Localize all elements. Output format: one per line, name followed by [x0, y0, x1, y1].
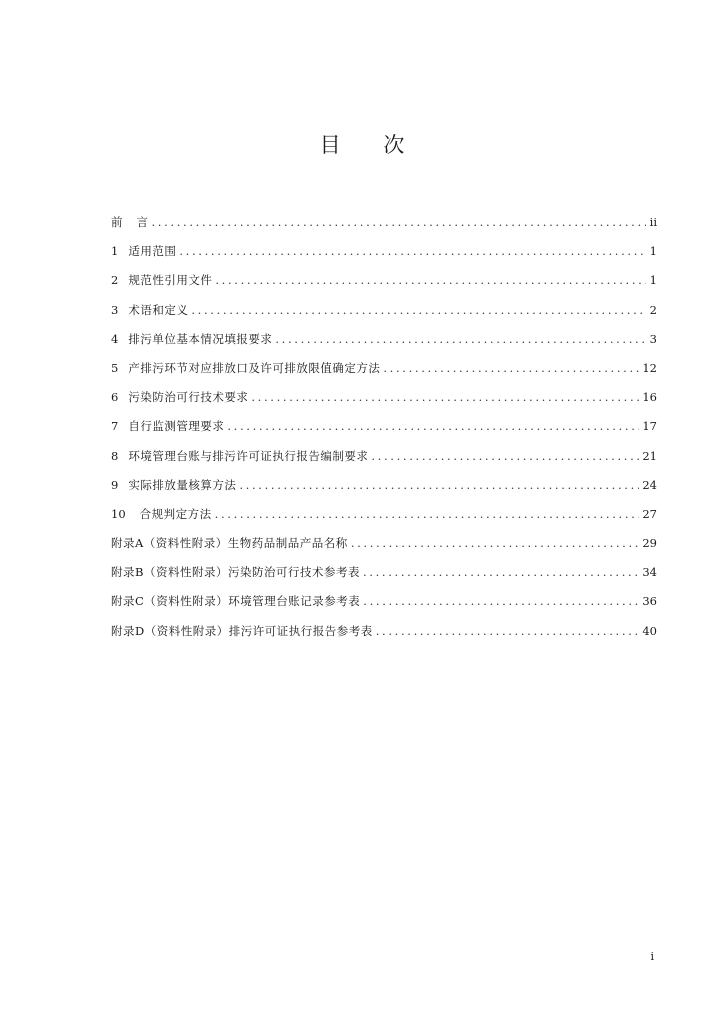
- toc-entry-title: 实际排放量核算方法: [128, 477, 237, 492]
- toc-entry-page: 40: [642, 623, 657, 638]
- toc-entry-page: 16: [642, 390, 657, 405]
- toc-entry-5[interactable]: [111, 354, 657, 383]
- toc-entry-page: 3: [649, 331, 657, 346]
- toc-leader-dots: [215, 266, 646, 295]
- toc-entry-number: 10: [111, 506, 126, 521]
- toc-leader-dots: [227, 412, 639, 441]
- toc-entry-page: 36: [642, 594, 657, 609]
- toc-entry-title: 规范性引用文件: [128, 273, 213, 288]
- toc-leader-dots: [215, 500, 640, 529]
- toc-entry-appendix-b[interactable]: [111, 558, 657, 587]
- page-number: i: [650, 950, 654, 963]
- toc-entry-preface[interactable]: [111, 208, 657, 237]
- toc-entry-number: 2: [111, 273, 119, 288]
- toc-entry-6[interactable]: [111, 383, 657, 412]
- toc-entry-title: 合规判定方法: [139, 506, 212, 521]
- toc-entry-title: 环境管理台账与排污许可证执行报告编制要求: [128, 448, 369, 463]
- toc-entry-title: 污染防治可行技术要求: [128, 390, 249, 405]
- toc-leader-dots: [351, 529, 640, 558]
- toc-entry-page: 1: [649, 244, 657, 259]
- toc-entry-page: 12: [642, 360, 657, 375]
- toc-leader-dots: [191, 296, 646, 325]
- toc-entry-title: 附录D（资料性附录）排污许可证执行报告参考表: [111, 623, 373, 638]
- toc-entry-9[interactable]: [111, 471, 657, 500]
- toc-entry-number: 前: [111, 215, 123, 229]
- toc-entry-7[interactable]: [111, 412, 657, 441]
- toc-entry-page: 27: [642, 506, 657, 521]
- toc-entry-page: 21: [642, 448, 657, 463]
- toc-entry-title: 自行监测管理要求: [128, 419, 225, 434]
- table-of-contents: [111, 208, 657, 646]
- toc-entry-number: 1: [111, 244, 119, 259]
- toc-entry-title: 术语和定义: [128, 302, 189, 317]
- toc-entry-number: 8: [111, 448, 119, 463]
- toc-entry-title: 适用范围: [128, 244, 177, 259]
- toc-leader-dots: [251, 383, 639, 412]
- toc-entry-title: 产排污环节对应排放口及许可排放限值确定方法: [128, 360, 381, 375]
- toc-entry-title: 附录C（资料性附录）环境管理台账记录参考表: [111, 594, 361, 609]
- toc-entry-page: ii: [649, 215, 657, 229]
- toc-leader-dots: [383, 354, 639, 383]
- toc-leader-dots: [371, 442, 639, 471]
- toc-entry-number: 9: [111, 477, 119, 492]
- toc-entry-4[interactable]: [111, 325, 657, 354]
- toc-leader-dots: [239, 471, 639, 500]
- toc-entry-appendix-a[interactable]: [111, 529, 657, 558]
- toc-entry-number: 4: [111, 331, 119, 346]
- toc-leader-dots: [363, 558, 639, 587]
- toc-leader-dots: [179, 237, 646, 266]
- toc-entry-1[interactable]: [111, 237, 657, 266]
- toc-leader-dots: [363, 587, 639, 616]
- toc-entry-10[interactable]: [111, 500, 657, 529]
- toc-entry-number: 5: [111, 360, 119, 375]
- toc-leader-dots: [376, 617, 640, 646]
- toc-entry-appendix-c[interactable]: [111, 587, 657, 616]
- toc-entry-8[interactable]: [111, 442, 657, 471]
- toc-entry-page: 34: [642, 565, 657, 580]
- toc-entry-appendix-d[interactable]: [111, 617, 657, 646]
- toc-entry-page: 29: [642, 536, 657, 551]
- toc-entry-number: 7: [111, 419, 119, 434]
- page-title: 目 次: [319, 133, 423, 157]
- toc-entry-2[interactable]: [111, 266, 657, 295]
- toc-entry-3[interactable]: [111, 296, 657, 325]
- toc-entry-title: 排污单位基本情况填报要求: [128, 331, 273, 346]
- toc-entry-number: 3: [111, 302, 119, 317]
- toc-entry-page: 1: [649, 273, 657, 288]
- toc-leader-dots: [152, 208, 647, 237]
- toc-entry-title: 附录A（资料性附录）生物药品制品产品名称: [111, 536, 348, 551]
- toc-leader-dots: [275, 325, 646, 354]
- toc-entry-page: 24: [642, 477, 657, 492]
- toc-entry-title: 言: [136, 215, 149, 229]
- toc-entry-page: 17: [642, 419, 657, 434]
- toc-entry-page: 2: [649, 302, 657, 317]
- toc-entry-title: 附录B（资料性附录）污染防治可行技术参考表: [111, 565, 360, 580]
- toc-entry-number: 6: [111, 390, 119, 405]
